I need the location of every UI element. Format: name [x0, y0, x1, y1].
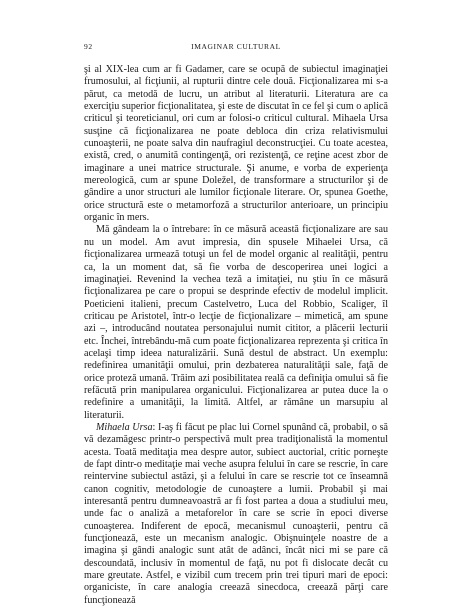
speaker-name: Mihaela Ursa	[96, 421, 153, 433]
paragraph-2: Mă gândeam la o întrebare: în ce măsură această ficţionalizare are sau nu un model. Am avut impresia, din spusele Mihaelei Ursa, că ficţionalizarea urmează totuşi un fel de model organic al realităţii, pentru ca, la un moment dat, să fie vorba de descoperirea unei logici a imaginaţiei. Revenind la vechea teză a imitaţiei, nu ştiu în ce măsură ficţionalizarea pe care o propui se desprinde efectiv de modelul implicit. Poeticieni italieni, precum Castelvetro, Luca del Robbio, Scaliger, îl criticau pe Aristotel, într-o lecţie de ficţionalizare – mimetică, am spune azi –, introducând noutatea personajului numit cititor, a plăcerii lecturii etc. Închei, întrebându-mă cum poate ficţionalizarea reprezenta şi critica în acelaşi timp ideea naturalizării. Sună destul de abstract. Un exemplu: redefinirea umanităţii omului, prin dezbaterea naturalităţii sale, faţă de orice proteză umană. Trăim azi posibilitatea reală ca definiţia omului să fie refăcută prin manipularea organicului. Ficţionalizarea ar putea duce la o redefinire a umanităţii, la limită. Altfel, ar rămâne un marsupiu al literaturii.	[84, 224, 388, 421]
paragraph-1: şi al XIX-lea cum ar fi Gadamer, care se ocupă de subiectul imaginaţiei frumosului, al ficţiunii, al rupturii dintre cele două. Ficţionalizarea mi s-a părut, ca metodă de lucru, un atribut al literaturii. Literatura are ca exerciţiu superior ficţionalitatea, şi este de discutat în ce fel şi cum o aplică criticul şi teoreticianul, ori cum ar folosi-o criticul cultural. Mihaela Ursa susţine că ficţionalizarea ne poate debloca din criza relativismului cunoaşterii, ne poate salva din naufragiul deconstrucţiei. Cu toate acestea, există, cred, o anumită contingenţă, ori rezistenţă, ce reţine acest zbor de imaginare a unei matrice structurale. Şi anume, e vorba de experienţa mereologică, cum ar spune Doležel, de transformare a structurilor şi de gândire a unor structuri ale lumilor ficţionale literare. Or, spunea Goethe, orice structură este o metamorfoză a structurilor anterioare, un principiu organic în mers.	[84, 64, 388, 224]
body-text	[84, 64, 388, 607]
paragraph-3-text: : I-aş fi făcut pe plac lui Cornel spunând că, probabil, o să vă dezamăgesc printr-o perspectivă mult prea tradiţionalistă la momentul acesta. Toată meditaţia mea despre autor, subiect auctorial, critic porneşte de fapt dintr-o meditaţie mai veche asupra felului în care se rescrie, în care reintervine subiectul astăzi, şi a felului în care se rescrie tot ce înseamnă canon cognitiv, metodologie de cunoaştere a lumii. Probabil şi mai interesantă pentru dumneavoastră ar fi fost partea a doua a studiului meu, unde fac o analiză a metaforelor în care se scrie în epoci diverse cunoaşterea. Indiferent de epocă, mecanismul cunoaşterii, pentru că funcţionează, este un mecanism analogic. Obişnuinţele noastre de a imagina şi gândi analogic sunt atât de adânci, încât nici mi se pare că descoundată, inclusiv în momentul de faţă, nu pot fi dislocate decât cu mare greutate. Astfel, e vizibil cum trecem prin trei tipuri mari de epoci: organiciste, în care analogia creează sinecdoca, creează părţi care funcţionează	[84, 421, 388, 606]
page-header	[84, 42, 388, 54]
paragraph-3	[84, 422, 388, 607]
page-number: 92	[84, 42, 93, 51]
running-head: IMAGINAR CULTURAL	[191, 42, 281, 51]
